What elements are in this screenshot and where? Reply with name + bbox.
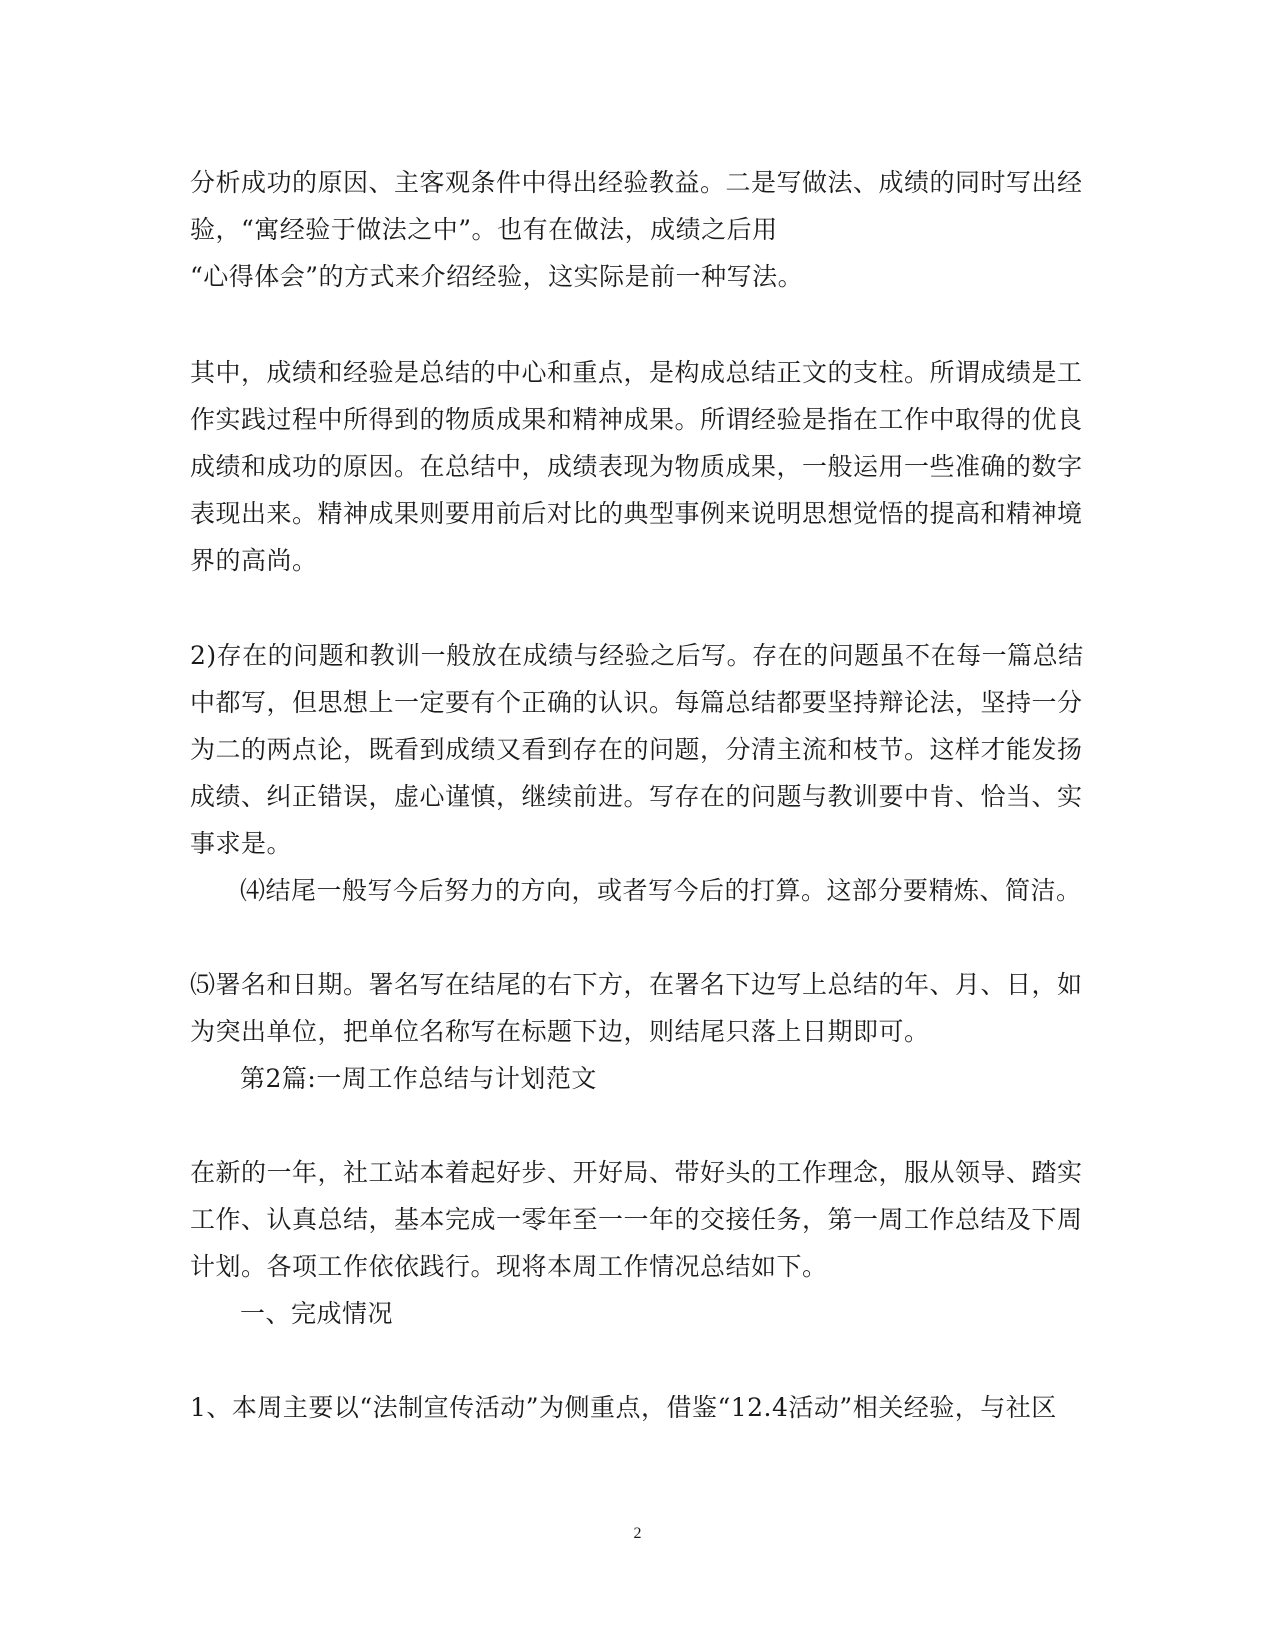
text-line: 作实践过程中所得到的物质成果和精神成果。所谓经验是指在工作中取得的优良 — [190, 405, 1083, 434]
text-line: 表现出来。精神成果则要用前后对比的典型事例来说明思想觉悟的提高和精神境 — [190, 499, 1083, 528]
text-line: 1、本周主要以“法制宣传活动”为侧重点，借鉴“12.4活动”相关经验，与社区 — [190, 1393, 1057, 1422]
subsection-heading: 一、完成情况 — [240, 1299, 394, 1328]
text-line: ⑷结尾一般写今后努力的方向，或者写今后的打算。这部分要精炼、简洁。 — [240, 876, 1082, 905]
text-line: 计划。各项工作依依践行。现将本周工作情况总结如下。 — [190, 1252, 828, 1281]
text-line: “心得体会”的方式来介绍经验，这实际是前一种写法。 — [190, 262, 804, 291]
text-line: 成绩和成功的原因。在总结中，成绩表现为物质成果，一般运用一些准确的数字 — [190, 452, 1083, 481]
text-line: 成绩、纠正错误，虚心谨慎，继续前进。写存在的问题与教训要中肯、恰当、实 — [190, 782, 1083, 811]
text-line: 工作、认真总结，基本完成一零年至一一年的交接任务，第一周工作总结及下周 — [190, 1205, 1083, 1234]
text-line: 2)存在的问题和教训一般放在成绩与经验之后写。存在的问题虽不在每一篇总结 — [190, 641, 1084, 670]
section-heading: 第2篇:一周工作总结与计划范文 — [240, 1064, 597, 1093]
text-line: 中都写，但思想上一定要有个正确的认识。每篇总结都要坚持辩论法，坚持一分 — [190, 688, 1083, 717]
text-line: 界的高尚。 — [190, 546, 318, 575]
text-line: ⑸署名和日期。署名写在结尾的右下方，在署名下边写上总结的年、月、日，如 — [190, 970, 1083, 999]
page-number: 2 — [633, 1525, 642, 1542]
text-line: 为二的两点论，既看到成绩又看到存在的问题，分清主流和枝节。这样才能发扬 — [190, 735, 1083, 764]
text-line: 验，“寓经验于做法之中”。也有在做法，成绩之后用 — [190, 215, 778, 244]
text-line: 分析成功的原因、主客观条件中得出经验教益。二是写做法、成绩的同时写出经 — [190, 168, 1083, 197]
text-line: 其中，成绩和经验是总结的中心和重点，是构成总结正文的支柱。所谓成绩是工 — [190, 358, 1083, 387]
text-line: 为突出单位，把单位名称写在标题下边，则结尾只落上日期即可。 — [190, 1017, 930, 1046]
text-line: 事求是。 — [190, 829, 293, 858]
text-line: 在新的一年，社工站本着起好步、开好局、带好头的工作理念，服从领导、踏实 — [190, 1158, 1083, 1187]
